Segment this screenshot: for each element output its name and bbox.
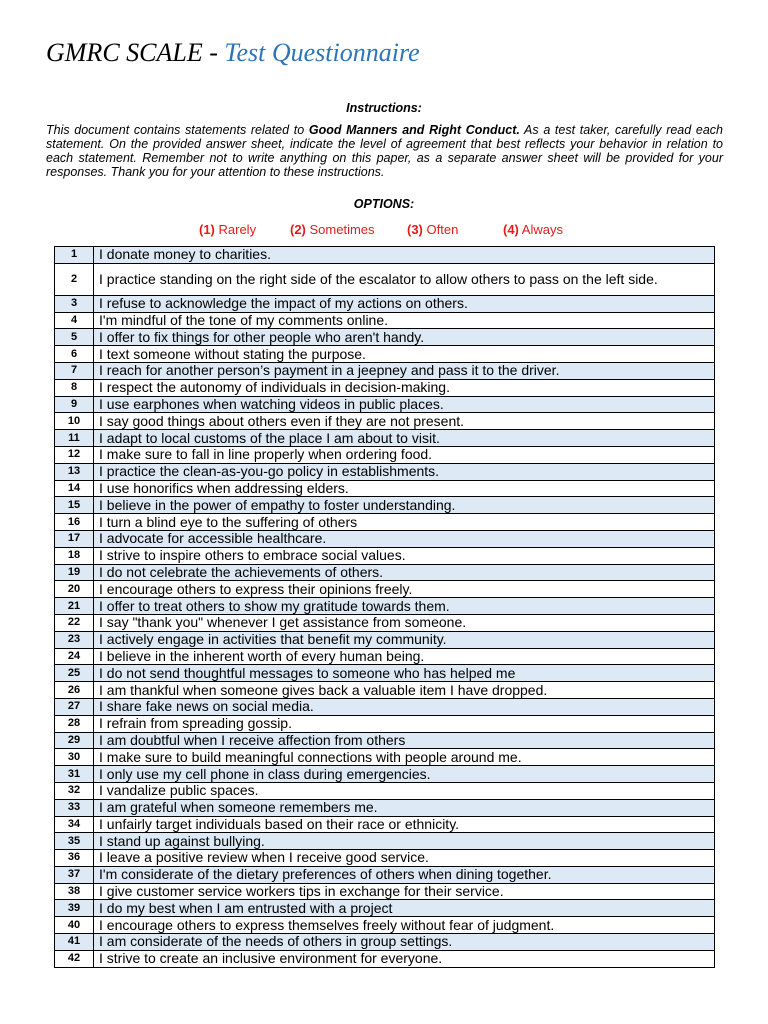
question-row <box>55 530 715 547</box>
question-text: I advocate for accessible healthcare. <box>94 530 715 547</box>
question-number: 1 <box>55 247 94 264</box>
question-number: 7 <box>55 362 94 379</box>
question-row <box>55 430 715 447</box>
question-text: I respect the autonomy of individuals in decision-making. <box>94 379 715 396</box>
option-number: (1) <box>199 222 215 237</box>
question-text: I make sure to build meaningful connections with people around me. <box>94 749 715 766</box>
question-number: 30 <box>55 749 94 766</box>
question-number: 24 <box>55 648 94 665</box>
question-text: I donate money to charities. <box>94 247 715 264</box>
question-row <box>55 917 715 934</box>
question-number: 20 <box>55 581 94 598</box>
question-number: 42 <box>55 950 94 967</box>
question-row <box>55 715 715 732</box>
question-text: I am grateful when someone remembers me. <box>94 799 715 816</box>
title-sub: Test Questionnaire <box>224 38 420 67</box>
question-number: 6 <box>55 346 94 363</box>
question-text: I offer to treat others to show my gratitude towards them. <box>94 598 715 615</box>
question-row <box>55 263 715 295</box>
question-row <box>55 413 715 430</box>
question-text: I reach for another person’s payment in a jeepney and pass it to the driver. <box>94 362 715 379</box>
question-number: 23 <box>55 631 94 648</box>
question-text: I encourage others to express themselves freely without fear of judgment. <box>94 917 715 934</box>
question-text: I offer to fix things for other people who aren't handy. <box>94 329 715 346</box>
question-text: I do my best when I am entrusted with a project <box>94 900 715 917</box>
question-number: 34 <box>55 816 94 833</box>
question-row <box>55 379 715 396</box>
question-row <box>55 446 715 463</box>
question-text: I believe in the power of empathy to foster understanding. <box>94 497 715 514</box>
question-text: I strive to create an inclusive environment for everyone. <box>94 950 715 967</box>
question-text: I give customer service workers tips in exchange for their service. <box>94 883 715 900</box>
question-row <box>55 581 715 598</box>
page-title <box>46 38 420 68</box>
question-row <box>55 950 715 967</box>
question-row <box>55 782 715 799</box>
question-text: I'm mindful of the tone of my comments online. <box>94 312 715 329</box>
question-number: 13 <box>55 463 94 480</box>
question-number: 22 <box>55 614 94 631</box>
question-text: I do not celebrate the achievements of others. <box>94 564 715 581</box>
question-number: 33 <box>55 799 94 816</box>
question-row <box>55 598 715 615</box>
title-main: GMRC SCALE - <box>46 38 225 67</box>
question-text: I am doubtful when I receive affection from others <box>94 732 715 749</box>
question-text: I say "thank you" whenever I get assistance from someone. <box>94 614 715 631</box>
question-number: 40 <box>55 917 94 934</box>
questions-body <box>55 247 715 968</box>
question-row <box>55 547 715 564</box>
question-text: I share fake news on social media. <box>94 698 715 715</box>
options-legend <box>0 222 768 238</box>
question-number: 17 <box>55 530 94 547</box>
question-text: I use honorifics when addressing elders. <box>94 480 715 497</box>
question-number: 31 <box>55 766 94 783</box>
question-row <box>55 866 715 883</box>
option-label: Rarely <box>214 222 257 237</box>
question-row <box>55 497 715 514</box>
options-heading: OPTIONS: <box>353 197 415 211</box>
question-row <box>55 833 715 850</box>
question-row <box>55 682 715 699</box>
question-number: 15 <box>55 497 94 514</box>
question-row <box>55 631 715 648</box>
question-number: 27 <box>55 698 94 715</box>
instructions-body <box>46 123 723 179</box>
question-number: 11 <box>55 430 94 447</box>
question-row <box>55 934 715 951</box>
instructions-text-1: This document contains statements related to <box>46 123 309 137</box>
question-row <box>55 732 715 749</box>
question-number: 18 <box>55 547 94 564</box>
question-number: 9 <box>55 396 94 413</box>
question-row <box>55 614 715 631</box>
option-number: (2) <box>290 222 306 237</box>
question-number: 8 <box>55 379 94 396</box>
question-number: 26 <box>55 682 94 699</box>
question-text: I encourage others to express their opinions freely. <box>94 581 715 598</box>
question-text: I make sure to fall in line properly when ordering food. <box>94 446 715 463</box>
question-number: 14 <box>55 480 94 497</box>
question-text: I use earphones when watching videos in public places. <box>94 396 715 413</box>
instructions-bold: Good Manners and Right Conduct. <box>308 123 520 137</box>
question-number: 37 <box>55 866 94 883</box>
option-always <box>503 222 563 237</box>
question-number: 2 <box>55 263 94 295</box>
question-number: 5 <box>55 329 94 346</box>
question-number: 10 <box>55 413 94 430</box>
question-row <box>55 362 715 379</box>
question-row <box>55 247 715 264</box>
question-text: I adapt to local customs of the place I am about to visit. <box>94 430 715 447</box>
question-row <box>55 799 715 816</box>
instructions-text-2: As a test taker, carefully read each statement. On the provided answer sheet, indicate the level of agreement that best reflects your behavior in relation to each statement. Remember not to write anything on this paper, as a separate answer sheet will be provided for your responses. Thank you for your attention to these instructions. <box>46 123 723 179</box>
question-text: I'm considerate of the dietary preferences of others when dining together. <box>94 866 715 883</box>
question-row <box>55 816 715 833</box>
question-number: 12 <box>55 446 94 463</box>
question-row <box>55 463 715 480</box>
question-text: I only use my cell phone in class during emergencies. <box>94 766 715 783</box>
question-row <box>55 312 715 329</box>
question-row <box>55 329 715 346</box>
option-number: (4) <box>503 222 519 237</box>
question-number: 19 <box>55 564 94 581</box>
option-label: Often <box>422 222 459 237</box>
question-number: 36 <box>55 850 94 867</box>
question-number: 16 <box>55 514 94 531</box>
option-label: Sometimes <box>305 222 375 237</box>
question-number: 29 <box>55 732 94 749</box>
question-row <box>55 514 715 531</box>
question-row <box>55 396 715 413</box>
question-row <box>55 564 715 581</box>
question-text: I strive to inspire others to embrace social values. <box>94 547 715 564</box>
question-number: 32 <box>55 782 94 799</box>
question-text: I refrain from spreading gossip. <box>94 715 715 732</box>
option-rarely <box>199 222 256 237</box>
question-text: I unfairly target individuals based on their race or ethnicity. <box>94 816 715 833</box>
question-row <box>55 749 715 766</box>
question-row <box>55 480 715 497</box>
question-number: 38 <box>55 883 94 900</box>
instructions-heading: Instructions: <box>346 101 422 115</box>
question-row <box>55 850 715 867</box>
question-number: 4 <box>55 312 94 329</box>
question-number: 21 <box>55 598 94 615</box>
question-text: I am considerate of the needs of others in group settings. <box>94 934 715 951</box>
question-row <box>55 295 715 312</box>
question-text: I leave a positive review when I receive good service. <box>94 850 715 867</box>
question-row <box>55 648 715 665</box>
question-text: I turn a blind eye to the suffering of others <box>94 514 715 531</box>
question-number: 39 <box>55 900 94 917</box>
question-text: I actively engage in activities that benefit my community. <box>94 631 715 648</box>
question-number: 25 <box>55 665 94 682</box>
question-text: I refuse to acknowledge the impact of my actions on others. <box>94 295 715 312</box>
question-row <box>55 698 715 715</box>
question-text: I vandalize public spaces. <box>94 782 715 799</box>
question-number: 28 <box>55 715 94 732</box>
question-number: 3 <box>55 295 94 312</box>
question-number: 41 <box>55 934 94 951</box>
question-row <box>55 766 715 783</box>
question-text: I do not send thoughtful messages to someone who has helped me <box>94 665 715 682</box>
question-number: 35 <box>55 833 94 850</box>
option-number: (3) <box>407 222 423 237</box>
option-label: Always <box>518 222 563 237</box>
question-text: I text someone without stating the purpose. <box>94 346 715 363</box>
option-often <box>407 222 458 237</box>
question-text: I stand up against bullying. <box>94 833 715 850</box>
question-row <box>55 665 715 682</box>
question-row <box>55 883 715 900</box>
question-row <box>55 900 715 917</box>
question-text: I practice the clean-as-you-go policy in establishments. <box>94 463 715 480</box>
question-row <box>55 346 715 363</box>
question-text: I believe in the inherent worth of every human being. <box>94 648 715 665</box>
question-text: I practice standing on the right side of the escalator to allow others to pass on the left side. <box>94 263 715 295</box>
option-sometimes <box>290 222 375 237</box>
question-text: I say good things about others even if they are not present. <box>94 413 715 430</box>
questions-table <box>54 246 715 968</box>
question-text: I am thankful when someone gives back a valuable item I have dropped. <box>94 682 715 699</box>
